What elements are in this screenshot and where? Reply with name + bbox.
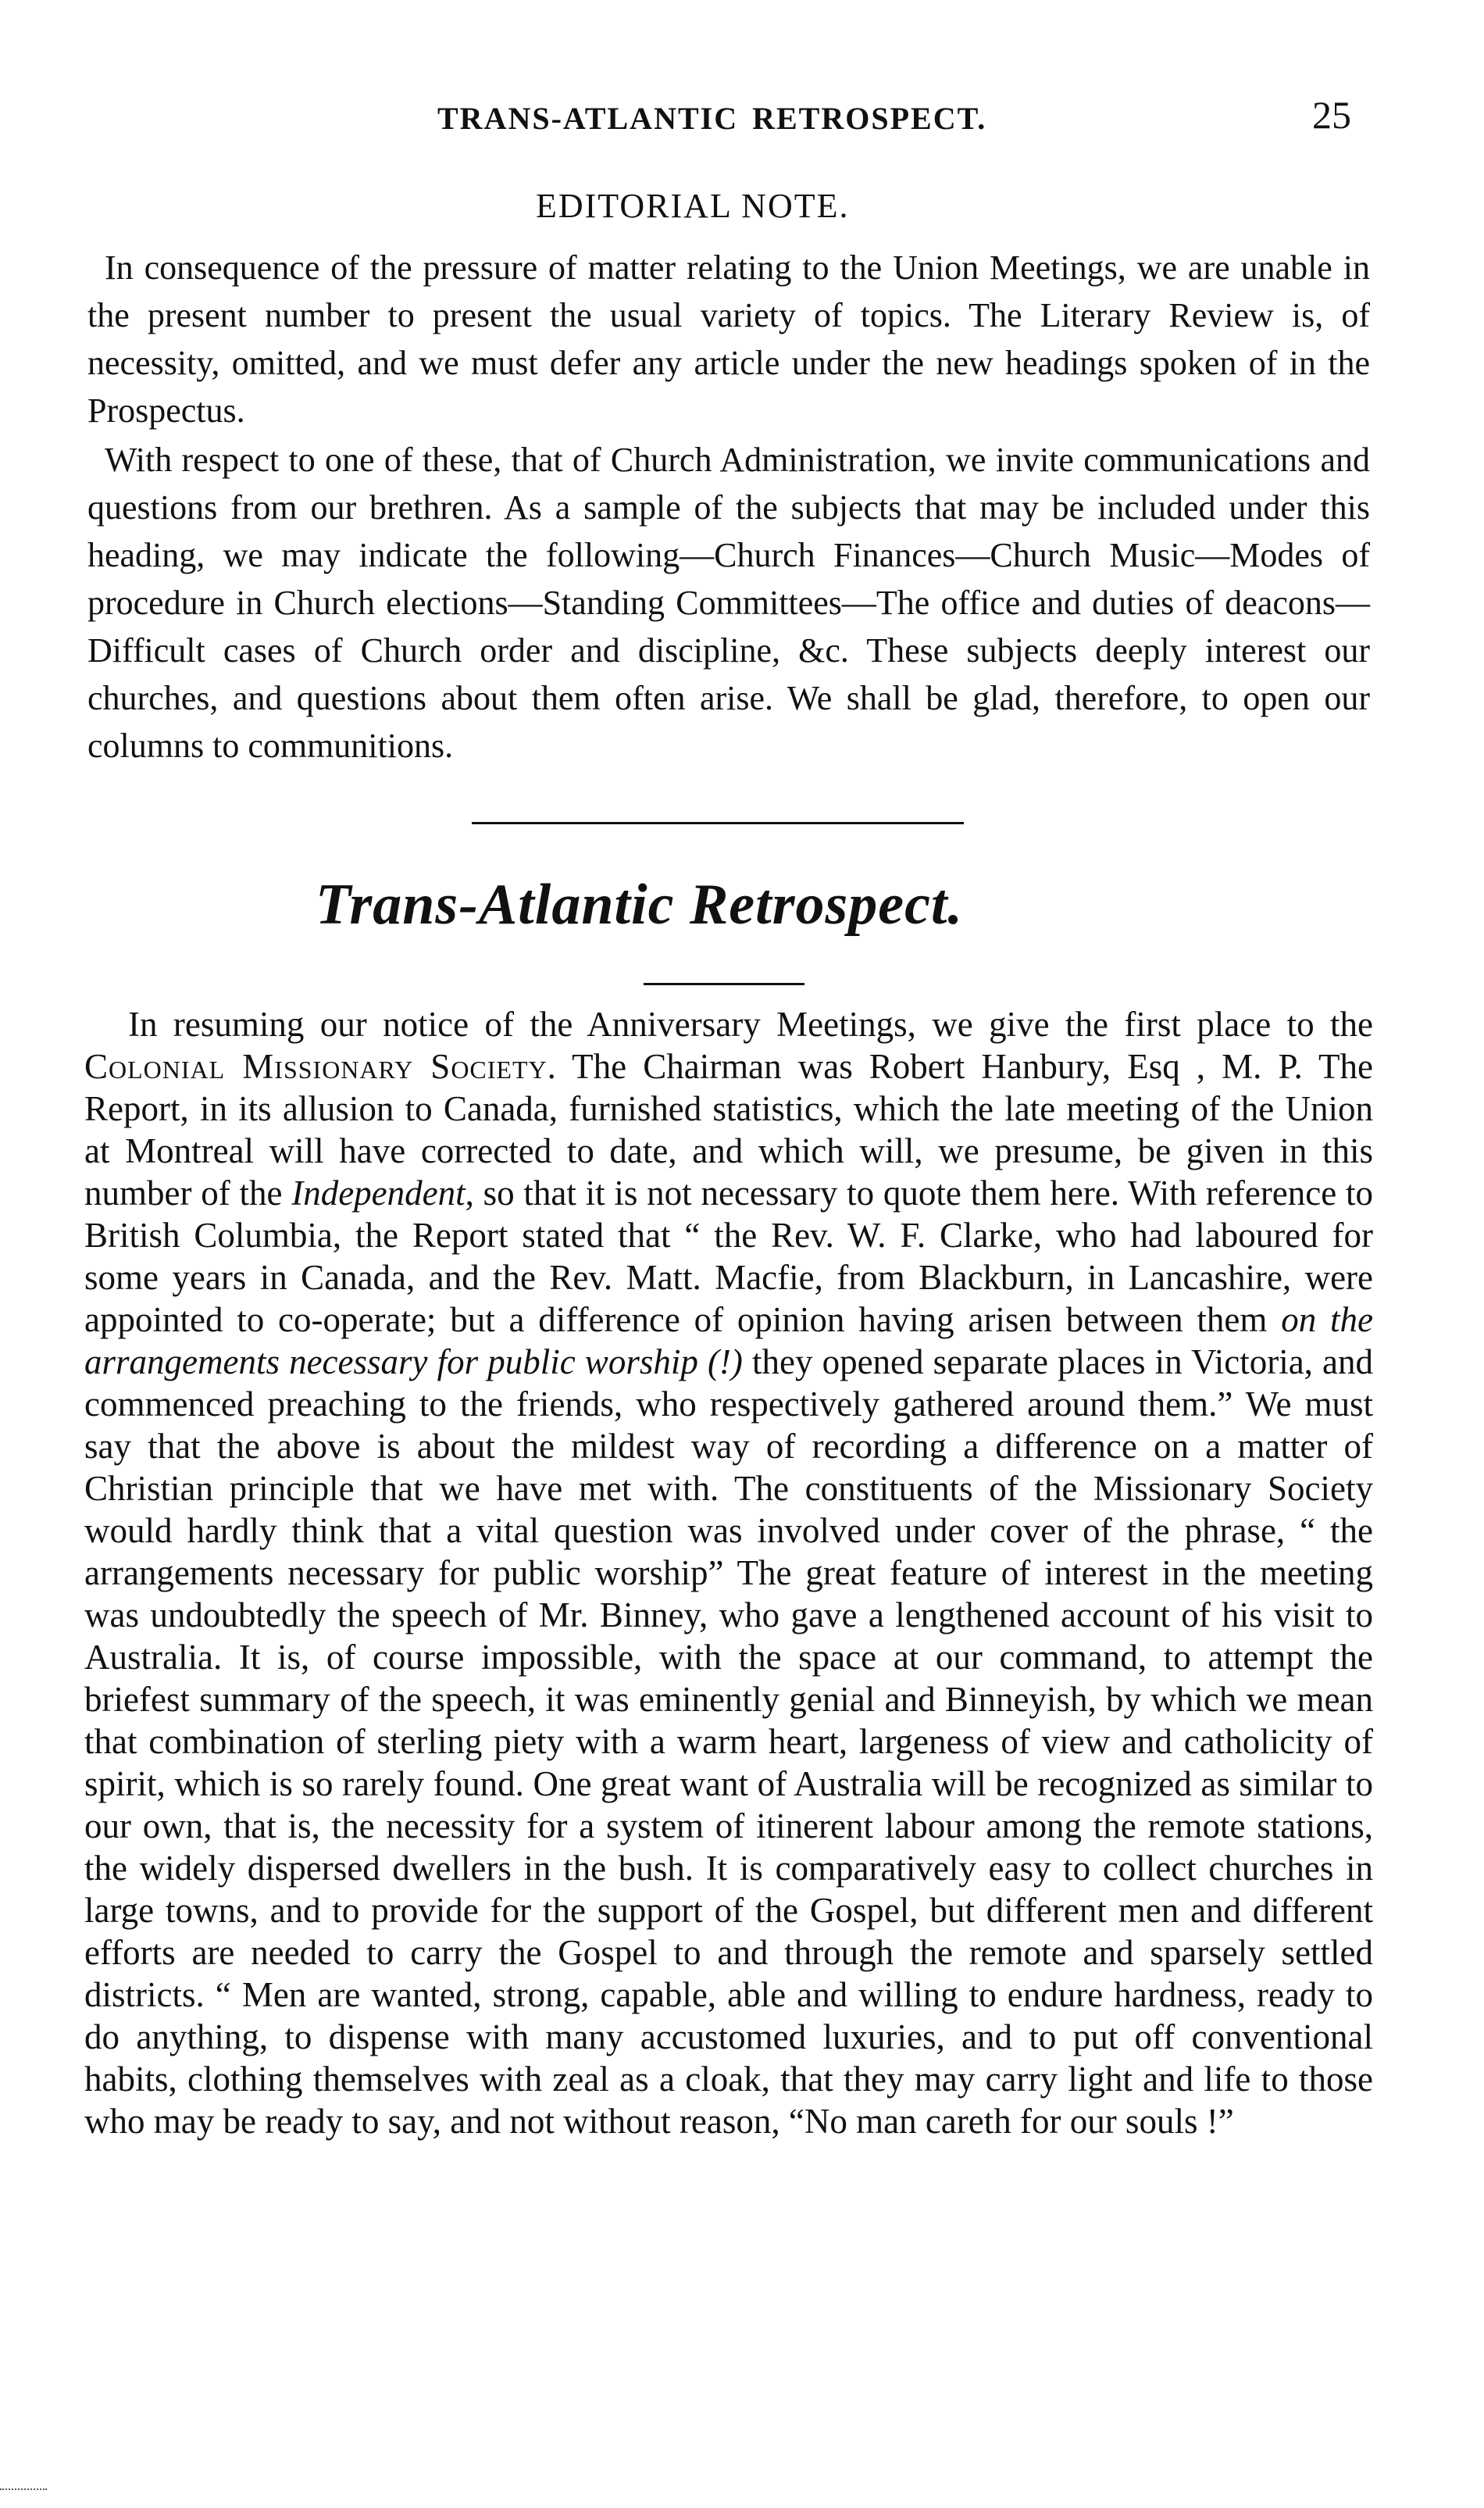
page-edge-mark [0,2488,47,2493]
retrospect-body [84,1003,1373,2142]
text-segment: they opened separate places in Victoria, and commenced preaching to the friends, who respectively gathered around them.” We must say that the above is about the mildest way of recording a difference on a matter of Christian principle that we have met with. The constituents of the Missionary Society would hardly think that a vital question was involved under cover of the phrase, “ the arrangements necessary for public worship” The great feature of interest in the meeting was undoubtedly the speech of Mr. Binney, who gave a lengthened account of his visit to Australia. It is, of course impossible, with the space at our command, to attempt the briefest summary of the speech, it was eminently genial and Binneyish, by which we mean that combination of sterling piety with a warm heart, largeness of view and catholicity of spirit, which is so rarely found. One great want of Australia will be recognized as similar to our own, that is, the necessity for a system of itinerent labour among the remote stations, the widely dispersed dwellers in the bush. It is comparatively easy to collect churches in large towns, and to provide for the support of the Gospel, but different men and different efforts are needed to carry the Gospel to and through the remote and sparsely settled districts. “ Men are wanted, strong, capable, able and willing to endure hardness, ready to do anything, to dispense with many accustomed luxuries, and to put off conventional habits, clothing themselves with zeal as a cloak, that they may carry light and life to those who may be ready to say, and not without reason, “No man careth for our souls !” [84,1342,1373,2141]
page-number: 25 [1312,93,1351,137]
editorial-paragraph-2: With respect to one of these, that of Church Administration, we invite communications and questions from our brethren. As a sample of the subjects that may be included under this heading, we may indicate the following—Church Finances—Church Music—Modes of procedure in Church elections—Standing Committees—The office and duties of deacons—Difficult cases of Church order and discipline, &c. These subjects deeply interest our churches, and questions about them often arise. We shall be glad, therefore, to open our columns to communitions. [87,441,1370,765]
text-segment: In resuming our notice of the Anniversary Meetings, we give the first place to the [128,1005,1373,1044]
section-title: Trans-Atlantic Retrospect. [316,873,964,937]
editorial-paragraph-1: In consequence of the pressure of matter relating to the Union Meetings, we are unable in the present number to present the usual variety of topics. The Literary Review is, of necessity, omitted, and we must defer any article under the new headings spoken of in the Prospectus. [87,248,1370,430]
text-segment: . The Chairman was Robert Hanbury, Esq , M. P. The Report, in its allusion to Canada, furnished statistics, which the late meeting of the Union at Montreal will have corrected to date, and which will, we presume, be given in this number of the [84,1047,1373,1213]
society-name: Colonial Missionary Society [84,1047,548,1086]
publication-name: Independent [291,1174,466,1213]
text-segment: , so that it is not necessary to quote them here. With reference to British Columbia, the Report stated that “ the Rev. W. F. Clarke, who had laboured for some years in Canada, and the Rev. Matt. Macfie, from Blackburn, in Lancashire, were appointed to co-operate; but a difference of opinion having arisen between them [84,1174,1373,1339]
editorial-note-body [87,244,1370,770]
title-underline [644,983,804,985]
section-divider [472,822,964,824]
retrospect-paragraph [84,1003,1373,2142]
italic-quote: on the arrangements necessary for public worship (!) [84,1300,1373,1381]
running-head: TRANS-ATLANTIC RETROSPECT. [437,101,987,136]
editorial-note-title: EDITORIAL NOTE. [536,187,850,225]
